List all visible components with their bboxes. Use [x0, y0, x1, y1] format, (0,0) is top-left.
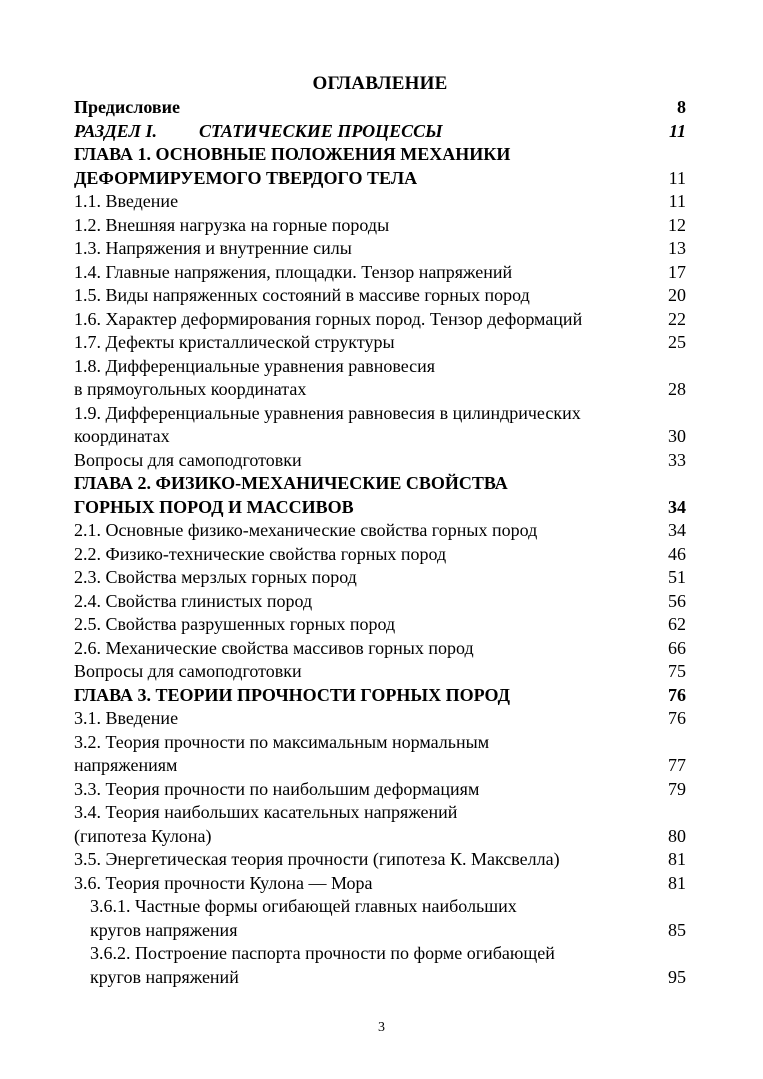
toc-entry-title: 1.7. Дефекты кристаллической структуры [74, 332, 395, 352]
toc-entry-title: 1.2. Внешняя нагрузка на горные породы [74, 214, 390, 235]
toc-entry-title: 2.6. Механические свойства массивов горных пород [74, 637, 474, 658]
toc-entry-title: 3.5. Энергетическая теория прочности (гипотеза К. Максвелла) [74, 849, 560, 869]
toc-entry-title: 3.6.1. Частные формы огибающей главных наибольших [90, 896, 517, 916]
toc-entry [74, 355, 686, 379]
toc-entry-title: 2.4. Свойства глинистых пород [74, 590, 313, 611]
toc-entry-page: 56 [668, 590, 686, 611]
toc-entry-title: 1.3. Напряжения и внутренние силы [74, 238, 352, 258]
toc-entry [74, 449, 686, 473]
toc-entry-title: ГЛАВА 3. ТЕОРИИ ПРОЧНОСТИ ГОРНЫХ ПОРОД [74, 684, 510, 705]
toc-entry-page: 25 [668, 332, 686, 352]
toc-entry-page: 11 [668, 120, 686, 141]
toc-entry-page: 11 [668, 191, 686, 211]
toc-entry-page: 75 [668, 661, 686, 681]
toc-entry [74, 214, 686, 238]
toc-entry-page: 66 [668, 637, 686, 658]
toc-entry-title: 1.9. Дифференциальные уравнения равновесия в цилиндрических [74, 402, 581, 423]
toc-entry-page: 20 [668, 285, 686, 305]
toc-entry-page: 95 [668, 966, 686, 987]
toc-entry-title: 1.6. Характер деформирования горных пород. Тензор деформаций [74, 308, 583, 329]
toc-entry [74, 237, 686, 261]
page-number: 3 [378, 1020, 385, 1035]
toc-entry [74, 425, 686, 449]
toc-entry-title: ГЛАВА 2. ФИЗИКО-МЕХАНИЧЕСКИЕ СВОЙСТВА [74, 473, 508, 493]
toc-entry [74, 590, 686, 614]
toc-entry-title: координатах [74, 426, 170, 446]
toc-entry [74, 96, 686, 120]
toc-entry-title: 1.4. Главные напряжения, площадки. Тензор напряжений [74, 261, 513, 282]
toc-entry-title: 2.3. Свойства мерзлых горных пород [74, 567, 357, 587]
toc-entry-title: Предисловие [74, 97, 180, 117]
toc-entry [74, 919, 686, 943]
toc-entry [74, 895, 686, 919]
toc-entry [74, 331, 686, 355]
toc-entry [74, 801, 686, 825]
toc-entry-page: 8 [677, 97, 686, 117]
toc-entry-page: 33 [668, 449, 686, 470]
toc-entry-title: 3.4. Теория наибольших касательных напряжений [74, 802, 458, 822]
toc-entry [74, 684, 686, 708]
toc-entry-page: 76 [668, 684, 686, 705]
toc-entry-title: в прямоугольных координатах [74, 379, 307, 399]
toc-entry-title: кругов напряжений [90, 966, 239, 987]
toc-entry [74, 543, 686, 567]
toc-entry-page: 30 [668, 426, 686, 446]
toc-entry [74, 637, 686, 661]
toc-entry [74, 660, 686, 684]
toc-entry-title: 3.2. Теория прочности по максимальным нормальным [74, 731, 490, 752]
toc-entry [74, 825, 686, 849]
toc-entry-page: 11 [668, 167, 686, 188]
toc-entry-page: 22 [668, 308, 686, 329]
toc-entry-title: 3.6. Теория прочности Кулона — Мора [74, 872, 373, 893]
toc-entry-page: 46 [668, 543, 686, 564]
toc-entry-title: 3.1. Введение [74, 708, 179, 728]
toc-entry-page: 80 [668, 825, 686, 846]
toc-entry-title: 1.5. Виды напряженных состояний в массиве горных пород [74, 285, 530, 305]
toc-entry-title: напряжениям [74, 755, 178, 775]
toc-entry [74, 120, 686, 144]
page-title: ОГЛАВЛЕНИЕ [312, 73, 448, 94]
toc-entry [74, 378, 686, 402]
toc-entry-page: 81 [668, 849, 686, 869]
toc-entry-page: 34 [668, 496, 686, 517]
toc-entry-title: 1.8. Дифференциальные уравнения равновесия [74, 355, 436, 376]
toc-entry-title: 2.5. Свойства разрушенных горных пород [74, 614, 396, 634]
toc-entry-title: (гипотеза Кулона) [74, 825, 212, 846]
toc-entry [74, 872, 686, 896]
toc-entry [74, 848, 686, 872]
toc-entry [74, 754, 686, 778]
toc-entry-subtitle: СТАТИЧЕСКИЕ ПРОЦЕССЫ [199, 120, 443, 141]
toc-entry [74, 167, 686, 191]
toc-entry-title: ДЕФОРМИРУЕМОГО ТВЕРДОГО ТЕЛА [74, 167, 418, 188]
toc-entry [74, 143, 686, 167]
toc-entry-title: 3.6.2. Построение паспорта прочности по форме огибающей [90, 943, 555, 963]
toc-entry [74, 472, 686, 496]
toc-entry [74, 731, 686, 755]
toc-entry-title: 2.2. Физико-технические свойства горных пород [74, 543, 447, 564]
toc-entry-title: Вопросы для самоподготовки [74, 449, 302, 470]
toc-entry-title: ГОРНЫХ ПОРОД И МАССИВОВ [74, 496, 354, 517]
toc-entry-page: 34 [668, 520, 686, 540]
toc-entry [74, 284, 686, 308]
toc-entry-title: ГЛАВА 1. ОСНОВНЫЕ ПОЛОЖЕНИЯ МЕХАНИКИ [74, 144, 511, 164]
toc-entry [74, 942, 686, 966]
toc-entry [74, 778, 686, 802]
table-of-contents [74, 72, 686, 989]
toc-entry [74, 613, 686, 637]
toc-entry-title: 3.3. Теория прочности по наибольшим деформациям [74, 778, 480, 799]
toc-entry-title: 1.1. Введение [74, 191, 179, 211]
toc-entry [74, 190, 686, 214]
toc-entry [74, 496, 686, 520]
toc-entry [74, 519, 686, 543]
toc-entry [74, 566, 686, 590]
toc-entry-title: 2.1. Основные физико-механические свойства горных пород [74, 520, 538, 540]
toc-entry [74, 966, 686, 990]
toc-entry-page: 62 [668, 614, 686, 634]
toc-entry [74, 707, 686, 731]
toc-entry-page: 51 [668, 567, 686, 587]
toc-entry [74, 308, 686, 332]
toc-entry-page: 79 [668, 778, 686, 799]
toc-entry [74, 261, 686, 285]
toc-entry-page: 12 [668, 214, 686, 235]
toc-entry-page: 81 [668, 872, 686, 893]
toc-entry-title: РАЗДЕЛ I. [74, 120, 157, 141]
toc-list [74, 96, 686, 989]
toc-entry-page: 85 [668, 919, 686, 940]
toc-entry [74, 402, 686, 426]
toc-entry-page: 28 [668, 379, 686, 399]
toc-entry-page: 77 [668, 755, 686, 775]
toc-entry-page: 76 [668, 708, 686, 728]
toc-entry-title: кругов напряжения [90, 919, 238, 940]
toc-entry-page: 13 [668, 238, 686, 258]
toc-entry-title: Вопросы для самоподготовки [74, 661, 302, 681]
toc-entry-page: 17 [668, 261, 686, 282]
